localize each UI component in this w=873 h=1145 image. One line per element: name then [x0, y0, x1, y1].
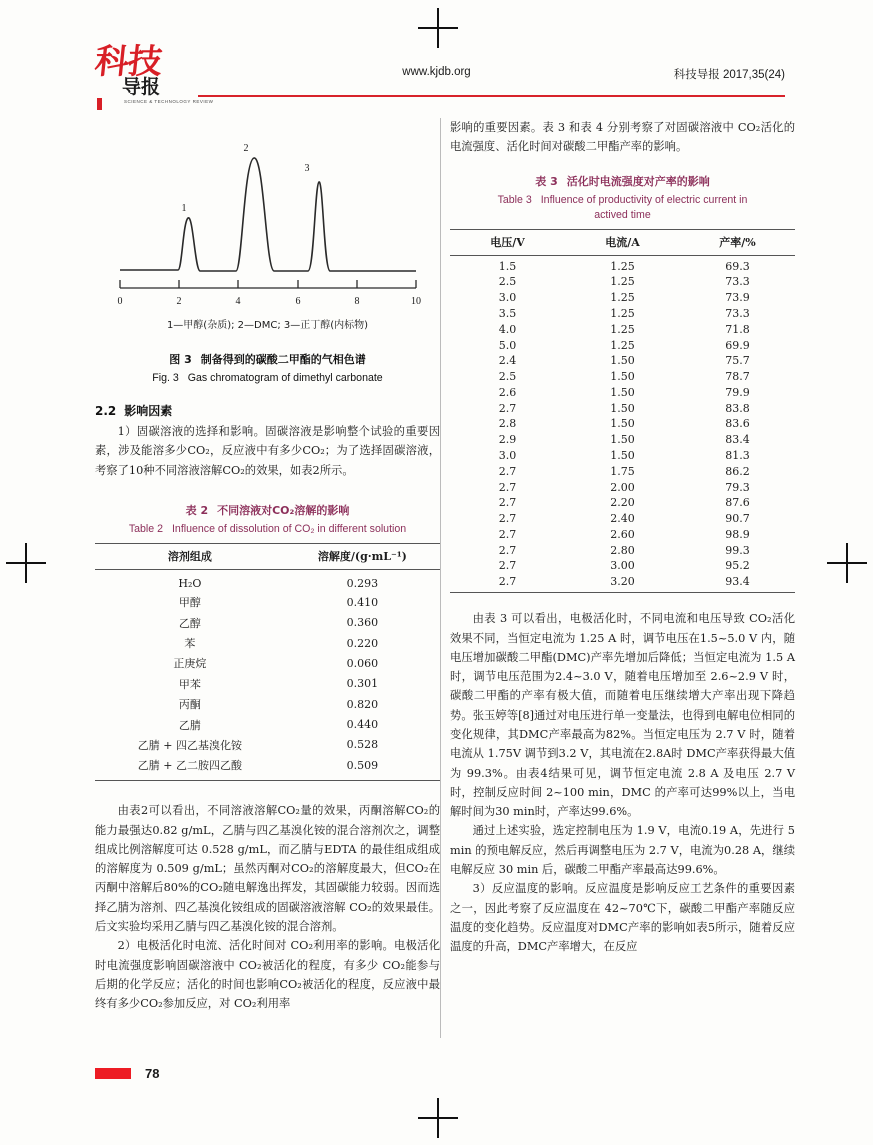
table-cell: 1.25 — [610, 291, 635, 305]
page-number: 78 — [145, 1065, 160, 1081]
table-row — [450, 400, 795, 416]
table-3-text-en-line1: Influence of productivity of electric current in — [540, 193, 748, 206]
table-cell: 79.3 — [725, 480, 750, 494]
table-row — [95, 653, 440, 673]
table-row — [450, 526, 795, 542]
table-row — [450, 290, 795, 306]
svg-text:2: 2 — [243, 143, 248, 154]
table-cell: 3.00 — [610, 559, 635, 573]
table-row — [450, 432, 795, 448]
svg-text:2: 2 — [176, 296, 181, 307]
table-cell: 1.25 — [610, 275, 635, 289]
table-cell: 4.0 — [498, 322, 517, 336]
table-cell: 1.50 — [610, 433, 635, 447]
table-cell: 2.7 — [498, 496, 517, 510]
table-cell: 1.50 — [610, 370, 635, 384]
table-3-header-row — [450, 229, 795, 255]
figure-3 — [95, 118, 440, 384]
paragraph-2-2-1: 1）固碳溶液的选择和影响。固碳溶液是影响整个试验的重要因素，涉及能溶多少CO₂，反应液中有多少CO₂；为了选择固碳溶液，考察了10种不同溶液溶解CO₂的效果，如表2所示。 — [95, 425, 440, 477]
column-divider — [440, 118, 441, 1038]
chromatogram-chart — [108, 118, 428, 308]
table-cell: 73.3 — [725, 306, 750, 320]
table-cell: 乙醇 — [178, 616, 201, 630]
paragraph-conclusion: 通过上述实验，选定控制电压为 1.9 V，电流0.19 A，先进行 5 min 的预电解反应，然后再调整电压为 2.7 V，电流为0.28 A，继续电解反应 30 min 后，碳酸二甲酯产率最高达99.6%。 — [450, 824, 795, 877]
table-row — [450, 384, 795, 400]
table-cell: 73.9 — [725, 291, 750, 305]
table-cell: 73.3 — [725, 275, 750, 289]
table-cell: 丙酮 — [178, 698, 201, 712]
page-header — [0, 0, 873, 112]
table-row — [450, 463, 795, 479]
right-column — [450, 118, 795, 957]
table-cell: 3.20 — [610, 575, 635, 589]
table-3-caption-en — [450, 193, 795, 223]
table-cell: 2.7 — [498, 575, 517, 589]
table-cell: 2.7 — [498, 512, 517, 526]
table-3-block — [450, 173, 795, 594]
header-journal-issue: 科技导报 2017,35(24) — [673, 69, 785, 81]
table-cell: 2.7 — [498, 559, 517, 573]
logo-red-bar — [97, 98, 102, 110]
table-cell: 83.6 — [725, 417, 750, 431]
paragraph-item-2: 2）电极活化时电流、活化时间对 CO₂利用率的影响。电极活化时电流强度影响固碳溶液中 CO₂被活化的程度，有多少 CO₂能参与后期的化学反应；活化的时间也影响CO₂被活化的程度，反应液中最终有多少CO₂参加反应，对 CO₂利用率 — [95, 939, 440, 1011]
paragraph-table3-discussion: 由表 3 可以看出，电极活化时，不同电流和电压导致 CO₂活化效果不同，当恒定电流为 1.25 A 时，调节电压在1.5~5.0 V 内，随电压增加碳酸二甲酯(DMC)产率先增加后降低；当恒定电流为 1.5 A 时，调节电压范围为2.4~3.0 V，随着电压增加至 2.6~2.9 V 时，碳酸二甲酯的产率有极大值，而随着电压继续增大产率出现下降趋势。张玉婷等[8]通过对电压进行单一变量法，也得到电解电位相同的变化规律，其DMC产率最高为82%。当恒定电压为 2.7 V 时，随着电流从 1.75V 调节到3.2 V，其电流在2.8A时 DMC产率获得最大值为 99.3%。由表4结果可见，调节恒定电流 2.8 A 及电压 2.7 V 时，控制反应时间 2~100 min，DMC 的产率可达99%以上，当电解时间为30 min时，产率达99.6%。 — [450, 612, 795, 819]
table-cell: 0.820 — [346, 697, 379, 711]
footer-red-block — [95, 1068, 131, 1079]
table-cell: 0.301 — [346, 677, 379, 691]
table-row — [95, 633, 440, 653]
svg-text:0: 0 — [117, 296, 122, 307]
left-column — [95, 118, 440, 1014]
table-cell: 1.50 — [610, 385, 635, 399]
table-row — [450, 369, 795, 385]
figure-3-text-en: Gas chromatogram of dimethyl carbonate — [187, 372, 383, 384]
table-cell: 0.220 — [346, 636, 379, 650]
table-row — [450, 353, 795, 369]
figure-3-caption-en — [95, 372, 440, 384]
table-3-head — [450, 229, 795, 255]
table-row — [95, 755, 440, 781]
section-heading-2-2 — [95, 402, 440, 419]
table-row — [450, 511, 795, 527]
table-row — [450, 495, 795, 511]
table-row — [450, 558, 795, 574]
table-3-body — [450, 255, 795, 593]
table-3-col-header-0: 电压/V — [450, 229, 565, 255]
table-3-label-en: Table 3 — [497, 193, 532, 206]
table-cell: 0.528 — [346, 738, 379, 752]
table-cell: 0.410 — [346, 595, 379, 609]
table-2-caption-cn — [95, 502, 440, 518]
table-cell: 1.50 — [610, 354, 635, 368]
table-cell: 2.8 — [498, 417, 517, 431]
table-2-label-cn: 表 2 — [185, 503, 209, 517]
table-row — [95, 714, 440, 734]
figure-3-text-cn: 制备得到的碳酸二甲酯的气相色谱 — [200, 353, 366, 366]
table-2-caption-en — [95, 522, 440, 537]
table-cell: 1.25 — [610, 338, 635, 352]
table-2-label-en: Table 2 — [128, 522, 163, 535]
table-3-text-en-line2: actived time — [594, 208, 651, 221]
svg-text:8: 8 — [354, 296, 359, 307]
table-cell: 69.3 — [725, 259, 750, 273]
paragraph-item-3: 3）反应温度的影响。反应温度是影响反应工艺条件的重要因素之一，因此考察了反应温度在 42~70℃下，碳酸二甲酯产率随反应温度的变化趋势。反应温度对DMC产率的影响如表5所示，随着反应温度的升高，DMC产率增大，在反应 — [450, 882, 795, 954]
table-row — [450, 337, 795, 353]
paragraph-table2-discussion: 由表2可以看出，不同溶液溶解CO₂量的效果，丙酮溶解CO₂的能力最强达0.82 g/mL，乙腈与四乙基溴化铵的混合溶剂次之，调整组成比例溶解度可达 0.528 g/mL，而乙腈与EDTA 的最佳组成组成的溶解度为 0.509 g/mL；虽然丙酮对CO₂的溶解度最大，但CO₂在丙酮中溶解后80%的CO₂随电解逸出挥发，其固碳能力较弱。因而选择乙腈为溶剂、四乙基溴化铵组成的固碳溶液溶解 CO₂的效果最佳。后文实验均采用乙腈与四乙基溴化铵的混合溶剂。 — [95, 804, 440, 934]
table-cell: 2.6 — [498, 385, 517, 399]
svg-text:1: 1 — [181, 203, 186, 214]
table-cell: 0.060 — [346, 656, 379, 670]
table-cell: H₂O — [178, 576, 202, 590]
logo-subtitle-en: SCIENCE & TECHNOLOGY REVIEW — [124, 99, 214, 104]
table-cell: 81.3 — [725, 448, 750, 462]
table-row — [450, 274, 795, 290]
table-cell: 乙腈 — [178, 718, 201, 732]
crop-mark-left — [6, 543, 46, 583]
logo-subtitle-cn: 导报 — [122, 76, 161, 98]
table-cell: 1.50 — [610, 417, 635, 431]
table-cell: 2.7 — [498, 543, 517, 557]
table-cell: 2.60 — [610, 527, 635, 541]
table-cell: 87.6 — [725, 496, 750, 510]
section-title: 影响因素 — [124, 404, 173, 418]
figure-3-label-cn: 图 3 — [169, 353, 192, 366]
table-3 — [450, 229, 795, 594]
page-footer — [95, 1064, 159, 1082]
table-cell: 95.2 — [725, 559, 750, 573]
table-row — [450, 416, 795, 432]
table-2-block — [95, 502, 440, 781]
table-cell: 0.440 — [346, 718, 379, 732]
table-row — [450, 448, 795, 464]
table-cell: 83.8 — [725, 401, 750, 415]
table-2-text-cn: 不同溶液对CO₂溶解的影响 — [217, 503, 350, 517]
svg-text:6: 6 — [295, 296, 300, 307]
table-cell: 乙腈 + 四乙基溴化铵 — [137, 738, 242, 752]
table-2 — [95, 543, 440, 781]
table-cell: 1.5 — [498, 259, 517, 273]
table-3-col-header-1: 电流/A — [565, 229, 680, 255]
table-2-text-en: Influence of dissolution of CO₂ in different solution — [171, 522, 407, 535]
table-3-caption-cn — [450, 173, 795, 189]
table-cell: 2.00 — [610, 480, 635, 494]
table-cell: 78.7 — [725, 370, 750, 384]
paragraph-right-top: 影响的重要因素。表 3 和表 4 分别考察了对固碳溶液中 CO₂活化的电流强度、活化时间对碳酸二甲酯产率的影响。 — [450, 121, 795, 154]
table-cell: 0.293 — [346, 576, 379, 590]
table-cell: 83.4 — [725, 433, 750, 447]
table-cell: 2.9 — [498, 433, 517, 447]
table-cell: 5.0 — [498, 338, 517, 352]
table-row — [450, 574, 795, 593]
table-cell: 1.50 — [610, 448, 635, 462]
svg-text:3: 3 — [304, 163, 309, 174]
table-cell: 2.7 — [498, 401, 517, 415]
logo-title-cn: 科技 — [92, 42, 164, 82]
table-cell: 2.5 — [498, 275, 517, 289]
table-cell: 1.25 — [610, 306, 635, 320]
chromatogram-svg — [108, 118, 428, 308]
table-cell: 90.7 — [725, 512, 750, 526]
table-row — [450, 306, 795, 322]
table-cell: 71.8 — [725, 322, 750, 336]
table-cell: 甲苯 — [178, 677, 201, 691]
header-rule — [198, 95, 785, 97]
table-cell: 2.5 — [498, 370, 517, 384]
table-cell: 正庚烷 — [173, 657, 207, 671]
table-2-header-row — [95, 543, 440, 569]
table-row — [95, 674, 440, 694]
crop-mark-right — [827, 543, 867, 583]
table-3-label-cn: 表 3 — [535, 174, 558, 188]
table-3-text-cn: 活化时电流强度对产率的影响 — [566, 174, 710, 188]
table-cell: 3.5 — [498, 306, 517, 320]
table-cell: 甲醇 — [178, 596, 201, 610]
table-row — [95, 592, 440, 612]
table-cell: 2.7 — [498, 464, 517, 478]
table-2-head — [95, 543, 440, 569]
table-cell: 2.4 — [498, 354, 517, 368]
table-row — [95, 569, 440, 592]
svg-text:4: 4 — [235, 296, 240, 307]
section-number: 2.2 — [95, 404, 117, 418]
table-cell: 2.80 — [610, 543, 635, 557]
table-cell: 0.360 — [346, 616, 379, 630]
table-cell: 99.3 — [725, 543, 750, 557]
table-cell: 75.7 — [725, 354, 750, 368]
svg-text:10: 10 — [410, 296, 421, 307]
table-3-col-header-2: 产率/% — [680, 229, 795, 255]
table-cell: 1.25 — [610, 322, 635, 336]
table-cell: 98.9 — [725, 527, 750, 541]
crop-mark-bottom — [418, 1098, 458, 1138]
table-2-col-header-1: 溶解度/(g·mL⁻¹) — [285, 543, 440, 569]
table-2-col-header-0: 溶剂组成 — [95, 543, 285, 569]
table-row — [450, 255, 795, 274]
table-cell: 1.75 — [610, 464, 635, 478]
table-cell: 3.0 — [498, 291, 517, 305]
table-cell: 3.0 — [498, 448, 517, 462]
table-cell: 93.4 — [725, 575, 750, 589]
table-cell: 2.7 — [498, 480, 517, 494]
table-row — [450, 542, 795, 558]
table-row — [450, 321, 795, 337]
figure-3-caption-cn — [95, 351, 440, 367]
table-2-body — [95, 569, 440, 780]
figure-3-label-en: Fig. 3 — [152, 372, 179, 384]
table-row — [95, 735, 440, 755]
table-cell: 2.20 — [610, 496, 635, 510]
figure-3-legend: 1—甲醇(杂质); 2—DMC; 3—正丁醇(内标物) — [166, 320, 369, 331]
table-cell: 69.9 — [725, 338, 750, 352]
table-row — [95, 612, 440, 632]
table-row — [95, 694, 440, 714]
table-cell: 乙腈 + 乙二胺四乙酸 — [137, 759, 242, 773]
table-cell: 1.25 — [610, 259, 635, 273]
table-cell: 1.50 — [610, 401, 635, 415]
table-cell: 2.40 — [610, 512, 635, 526]
table-row — [450, 479, 795, 495]
table-cell: 2.7 — [498, 527, 517, 541]
table-cell: 86.2 — [725, 464, 750, 478]
table-cell: 0.509 — [346, 758, 379, 772]
table-cell: 苯 — [184, 637, 196, 651]
header-url: www.kjdb.org — [402, 66, 471, 78]
table-cell: 79.9 — [725, 385, 750, 399]
